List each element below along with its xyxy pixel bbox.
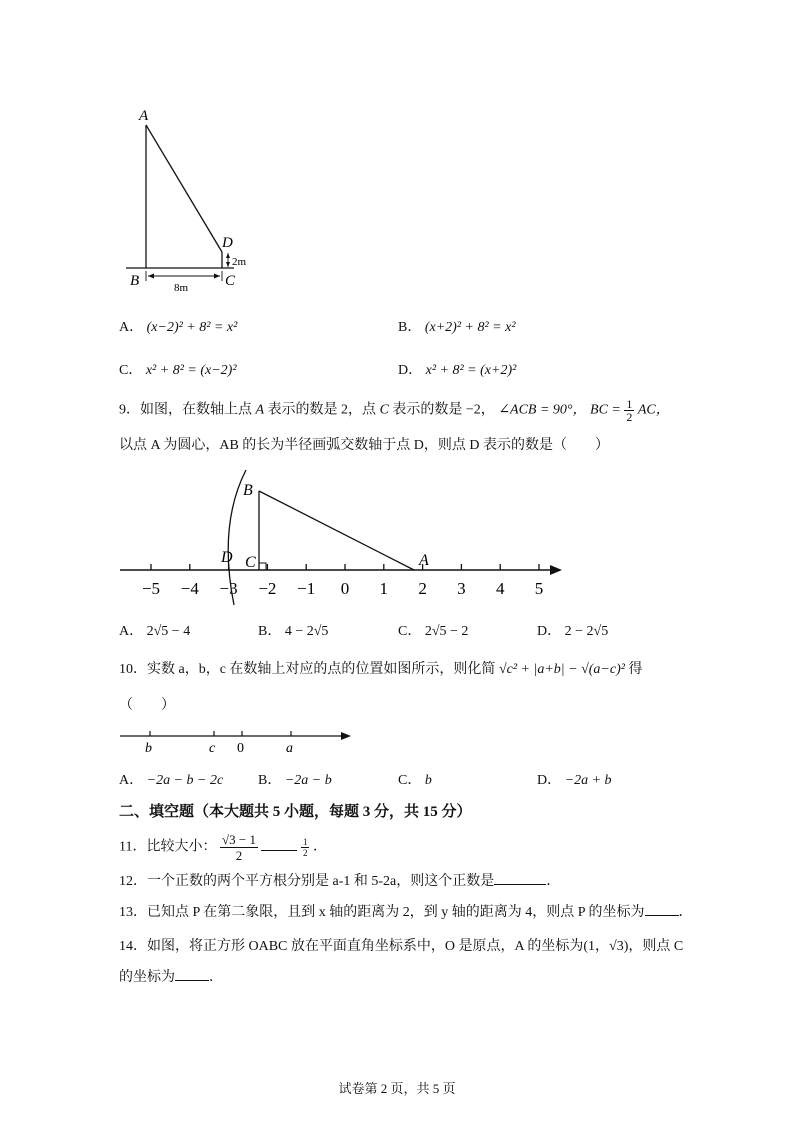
section-heading: 二、填空题（本大题共 5 小题，每题 3 分，共 15 分）	[119, 804, 472, 820]
label-b: b	[145, 741, 152, 756]
q14-answer-blank[interactable]	[175, 980, 209, 981]
q10-option-c[interactable]: C． b	[398, 773, 432, 788]
tick-label: 1	[379, 579, 389, 598]
axis-arrow	[550, 565, 562, 575]
tick-label: −4	[180, 579, 199, 598]
figure-q9-number-line	[110, 470, 580, 610]
page-footer: 试卷第 2 页，共 5 页	[338, 1081, 456, 1096]
q10-option-b[interactable]: B． −2a − b	[258, 773, 332, 788]
dim-arrow-right	[214, 274, 220, 279]
right-angle-mark	[259, 563, 266, 570]
q13: 13．已知点 P 在第二象限，且到 x 轴的距离为 2，到 y 轴的距离为 4，则点 P 的坐标为 ．	[119, 905, 693, 920]
dim-label-bc: 8m	[174, 282, 189, 294]
figure-q8	[110, 100, 270, 295]
tick-label: −5	[141, 579, 161, 598]
q9-option-b[interactable]: B． 4 − 2√5	[258, 624, 329, 639]
figure-q10-number-line	[115, 726, 360, 758]
option-label: A．	[119, 320, 144, 335]
fraction-half: $\frac{1}{2}$	[626, 397, 633, 424]
q12-answer-blank[interactable]	[494, 884, 546, 885]
tick-label: 2	[418, 579, 427, 598]
label-c: C	[225, 273, 236, 289]
q9-option-c[interactable]: C． 2√5 − 2	[398, 624, 469, 639]
q13-answer-blank[interactable]	[645, 915, 679, 916]
label-b: B	[243, 482, 253, 499]
tick-label: −2	[258, 579, 277, 598]
q10-paren: （ ）	[119, 698, 175, 713]
label-c: c	[209, 741, 216, 756]
tick-label: 3	[457, 579, 466, 598]
option-expr: x² + 8² = (x−2)²	[145, 363, 237, 378]
option-label: B．	[398, 320, 422, 335]
tick-label: 4	[495, 579, 505, 598]
axis-arrow	[341, 732, 351, 740]
q10-option-a[interactable]: A． −2a − b − 2c	[119, 773, 224, 788]
q10-stem: 10．实数 a，b，c 在数轴上对应的点的位置如图所示，则化简 √c² + |a+b| − √(a−c)² 得	[119, 662, 643, 677]
tick-label: 5	[534, 579, 544, 598]
tick-label: −3	[219, 579, 238, 598]
q9-stem-line1: 9．如图，在数轴上点 A 表示的数是 2，点 C 表示的数是 −2， ∠ACB = 90°， BC = $\frac{1}{2}$ AC，	[119, 397, 670, 424]
option-label: C．	[119, 363, 143, 378]
q14-line1: 14．如图，将正方形 OABC 放在平面直角坐标系中，O 是原点，A 的坐标为(1，√3)，则点 C	[119, 939, 684, 954]
label-a: a	[286, 741, 293, 756]
dim-arrow-left	[148, 274, 154, 279]
option-label: D．	[398, 363, 423, 378]
label-b: B	[130, 273, 140, 289]
option-expr: (x+2)² + 8² = x²	[424, 320, 516, 335]
q12: 12．一个正数的两个平方根分别是 a-1 和 5-2a，则这个正数是 ．	[119, 874, 561, 889]
q9-stem-line2: 以点 A 为圆心，AB 的长为半径画弧交数轴于点 D，则点 D 表示的数是（ ）	[119, 438, 610, 453]
q8-option-c[interactable]	[119, 359, 237, 379]
q9-option-d[interactable]: D． 2 − 2√5	[537, 624, 609, 639]
q10-expression: √c² + |a+b| − √(a−c)²	[498, 662, 625, 677]
label-zero: 0	[237, 741, 244, 756]
q10-option-d[interactable]: D． −2a + b	[537, 773, 612, 788]
dim-label-dc: 2m	[232, 256, 247, 268]
q11: 11．比较大小： $\frac{√3 - 1}{2}$ $\frac{1}{2}$ ．	[119, 832, 327, 863]
q11-answer-blank[interactable]	[261, 850, 297, 851]
label-c: C	[245, 554, 256, 571]
tick-label: −1	[297, 579, 316, 598]
label-a: A	[139, 108, 149, 124]
option-expr: (x−2)² + 8² = x²	[146, 320, 238, 335]
dim-arrow-up	[226, 253, 230, 258]
tick-label: 0	[340, 579, 350, 598]
q8-option-a[interactable]	[119, 316, 237, 336]
label-d: D	[221, 549, 233, 566]
q9-option-a[interactable]: A． 2√5 − 4	[119, 624, 191, 639]
q14-line2: 的坐标为 ．	[119, 970, 223, 985]
label-a: A	[419, 552, 429, 569]
label-d: D	[222, 235, 233, 251]
q8-option-b[interactable]	[398, 316, 516, 336]
q11-fraction-left: $\frac{√3 - 1}{2}$	[221, 832, 256, 863]
dim-arrow-down	[226, 262, 230, 267]
option-expr: x² + 8² = (x+2)²	[425, 363, 517, 378]
q11-fraction-right: $\frac{1}{2}$	[302, 837, 308, 858]
segment-ad	[146, 125, 222, 252]
q8-option-d[interactable]	[398, 359, 516, 379]
segment-ba	[259, 491, 414, 570]
